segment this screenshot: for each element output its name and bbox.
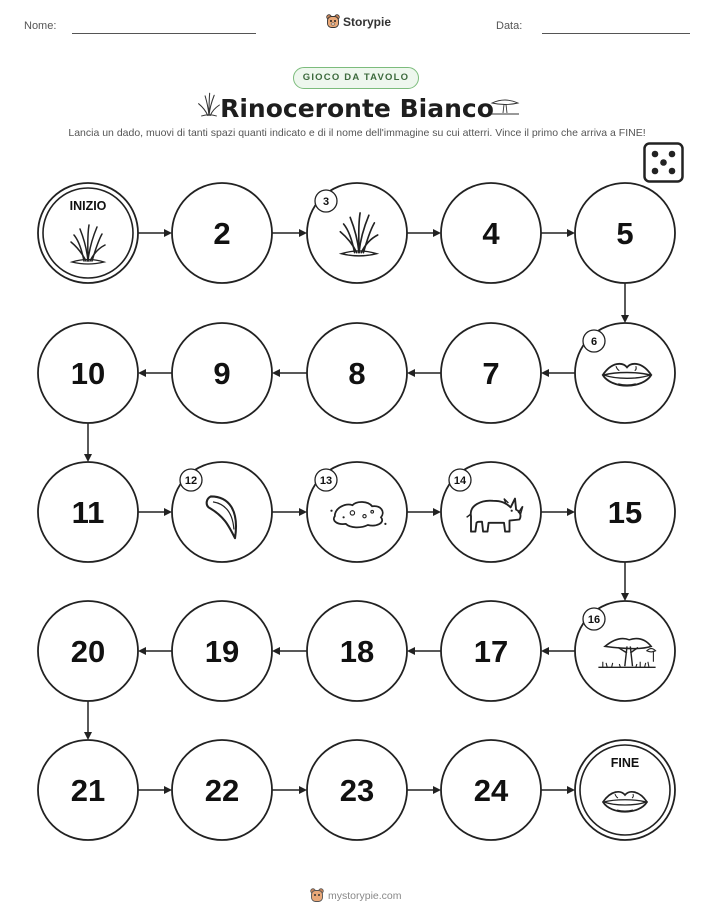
space-number: 8 <box>348 356 366 391</box>
space-number: 22 <box>204 773 240 808</box>
space-circle <box>575 740 675 840</box>
board-space-5 <box>575 183 675 283</box>
arrow-head <box>433 508 441 516</box>
space-number: 6 <box>590 336 598 348</box>
space-number: 3 <box>322 196 330 208</box>
board-space-10 <box>38 323 138 423</box>
board-space-16 <box>575 601 675 701</box>
arrow-head <box>164 508 172 516</box>
board-space-20 <box>38 601 138 701</box>
board-space-8 <box>307 323 407 423</box>
board-space-12 <box>172 462 272 562</box>
board-space-14 <box>441 462 541 562</box>
space-number: 18 <box>339 634 375 669</box>
space-number: 13 <box>319 475 333 487</box>
instructions: Lancia un dado, muovi di tanti spazi quanti indicato e di il nome dell'immagine su cui atterri. Vince il primo che arriva a FINE! <box>68 127 646 139</box>
arrow-head <box>299 786 307 794</box>
space-number: 21 <box>70 773 106 808</box>
board-space-13 <box>307 462 407 562</box>
board-space-17 <box>441 601 541 701</box>
arrow-head <box>138 647 146 655</box>
board-space-22 <box>172 740 272 840</box>
footer <box>310 888 402 903</box>
space-number: 9 <box>213 356 231 391</box>
board-space-24 <box>441 740 541 840</box>
space-number: 12 <box>184 475 198 487</box>
board-space-11 <box>38 462 138 562</box>
space-number: 15 <box>607 495 643 530</box>
name-label: Nome: <box>24 20 57 32</box>
space-number: 14 <box>453 475 467 487</box>
space-number: 11 <box>71 495 105 530</box>
arrow-head <box>164 786 172 794</box>
brand-name: Storypie <box>343 14 392 29</box>
date-label: Data: <box>496 20 523 32</box>
board-space-15 <box>575 462 675 562</box>
board-space-7 <box>441 323 541 423</box>
page-title: Rinoceronte Bianco <box>220 94 494 123</box>
space-number: 24 <box>473 773 509 808</box>
arrow-head <box>621 315 629 323</box>
arrow-head <box>299 508 307 516</box>
arrow-head <box>299 229 307 237</box>
arrow-head <box>541 647 549 655</box>
space-label: FINE <box>610 756 640 770</box>
board-space-19 <box>172 601 272 701</box>
arrow-head <box>84 732 92 740</box>
board-space-21 <box>38 740 138 840</box>
arrow-head <box>433 786 441 794</box>
category-badge: GIOCO DA TAVOLO <box>293 67 419 89</box>
board-space-9 <box>172 323 272 423</box>
space-number: 23 <box>339 773 375 808</box>
board-space-finish <box>575 740 675 840</box>
footer-url: mystorypie.com <box>328 889 402 902</box>
space-number: 17 <box>473 634 509 669</box>
arrow-head <box>541 369 549 377</box>
board-space-6 <box>575 323 675 423</box>
arrow-head <box>407 647 415 655</box>
space-number: 7 <box>482 356 500 391</box>
arrow-head <box>567 786 575 794</box>
bear-mascot-icon <box>310 888 324 903</box>
space-number: 19 <box>204 634 240 669</box>
space-number: 16 <box>587 614 601 626</box>
arrow-head <box>433 229 441 237</box>
arrow-head <box>567 229 575 237</box>
board-space-3 <box>307 183 407 283</box>
arrow-head <box>621 593 629 601</box>
space-label: INIZIO <box>69 199 107 213</box>
board-space-start <box>38 183 138 283</box>
space-number: 10 <box>70 356 106 391</box>
board-space-23 <box>307 740 407 840</box>
space-number: 4 <box>482 216 500 251</box>
board-space-18 <box>307 601 407 701</box>
space-number: 20 <box>70 634 106 669</box>
board-space-4 <box>441 183 541 283</box>
arrow-head <box>272 369 280 377</box>
arrow-head <box>164 229 172 237</box>
arrow-head <box>567 508 575 516</box>
arrow-head <box>272 647 280 655</box>
arrow-head <box>407 369 415 377</box>
arrow-head <box>84 454 92 462</box>
board-space-2 <box>172 183 272 283</box>
arrow-head <box>138 369 146 377</box>
space-number: 5 <box>616 216 634 251</box>
space-number: 2 <box>213 216 231 251</box>
